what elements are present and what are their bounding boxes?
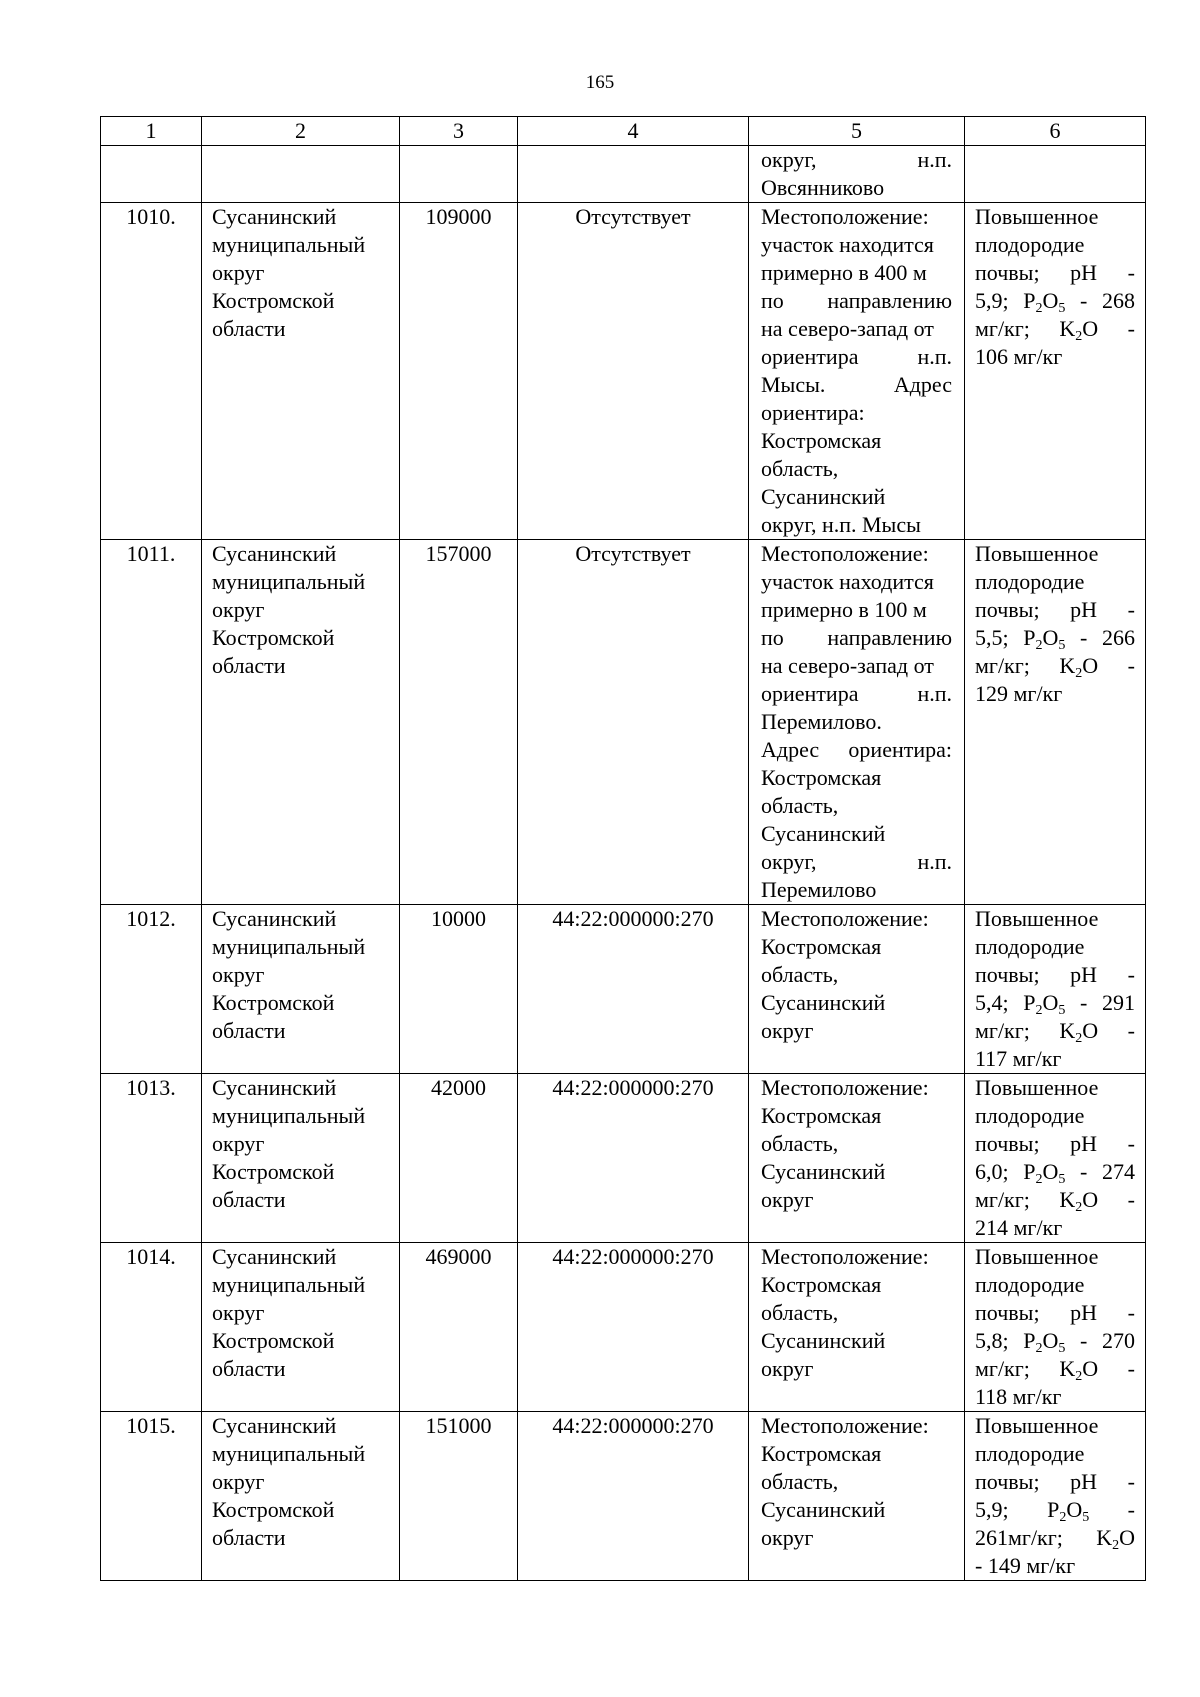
- text-line: Костромской: [212, 990, 335, 1015]
- empty-cell: [965, 146, 1146, 203]
- text-line: Костромской: [212, 1497, 335, 1522]
- text-line: Местоположение:: [761, 1244, 929, 1269]
- word: -: [1080, 625, 1088, 650]
- text-line: [975, 596, 1135, 624]
- text-line: области: [212, 1525, 286, 1550]
- text-line: [975, 624, 1135, 652]
- text-line: Костромская: [761, 428, 882, 453]
- text-line: Местоположение:: [761, 204, 929, 229]
- ph-value: 5,5;: [975, 625, 1009, 650]
- text-line: Костромской: [212, 625, 335, 650]
- text-line: область,: [761, 962, 839, 987]
- word: -: [1127, 653, 1135, 678]
- text-line: Сусанинский: [761, 1328, 886, 1353]
- header-cell: 4: [518, 117, 749, 146]
- text-line: Сусанинский: [761, 1159, 886, 1184]
- text-line: Сусанинский: [212, 906, 337, 931]
- word: почвы;: [975, 597, 1040, 622]
- word: -: [1127, 1131, 1135, 1156]
- word: pH: [1070, 1131, 1098, 1156]
- area-cell: 151000: [400, 1412, 518, 1581]
- word: -: [1127, 597, 1135, 622]
- text-line: Костромская: [761, 1272, 882, 1297]
- text-line: округ: [761, 1187, 814, 1212]
- text-line: [975, 1130, 1135, 1158]
- text-line: области: [212, 1018, 286, 1043]
- word: почвы;: [975, 962, 1040, 987]
- ph-value: 5,8;: [975, 1328, 1009, 1353]
- word: -: [1080, 990, 1088, 1015]
- word: -: [1127, 1187, 1135, 1212]
- p2o5-value: 274: [1101, 1159, 1135, 1184]
- empty-cell: [202, 146, 400, 203]
- municipality-cell: [202, 540, 400, 905]
- page-number: 165: [585, 72, 615, 93]
- text-line: Костромской: [212, 1328, 335, 1353]
- text-line: Повышенное: [975, 906, 1099, 931]
- text-line: Костромская: [761, 1441, 882, 1466]
- text-line: муниципальный: [212, 1441, 366, 1466]
- k2o-value: 118 мг/кг: [975, 1384, 1062, 1409]
- ph-value: 5,9;: [975, 288, 1009, 313]
- text-line: Костромская: [761, 1103, 882, 1128]
- word: мг/кг;: [975, 1187, 1030, 1212]
- text-line: области: [212, 316, 286, 341]
- p2o5-value: 268: [1101, 288, 1135, 313]
- text-line: области: [212, 1187, 286, 1212]
- text-line: Костромской: [212, 288, 335, 313]
- text-line: на северо-запад от: [761, 653, 934, 678]
- location-cell: [749, 203, 965, 540]
- area-cell: 109000: [400, 203, 518, 540]
- text-line: Сусанинский: [212, 1244, 337, 1269]
- word: pH: [1070, 597, 1098, 622]
- word: -: [1127, 962, 1135, 987]
- p2o5-value: 266: [1101, 625, 1135, 650]
- word: pH: [1070, 962, 1098, 987]
- row-number-cell: 1015.: [101, 1412, 202, 1581]
- p2o5-formula: $P_2O_5$: [1023, 990, 1066, 1018]
- word: н.п.: [917, 681, 952, 706]
- word: по: [761, 288, 784, 313]
- ph-value: 5,9;: [975, 1497, 1009, 1522]
- row-number-cell: 1012.: [101, 905, 202, 1074]
- word: почвы;: [975, 1469, 1040, 1494]
- area-cell: 157000: [400, 540, 518, 905]
- empty-cell: [101, 146, 202, 203]
- header-cell: 5: [749, 117, 965, 146]
- word: почвы;: [975, 1131, 1040, 1156]
- text-line: Сусанинский: [212, 1413, 337, 1438]
- text-line: [975, 1017, 1135, 1045]
- text-line: [975, 1524, 1135, 1552]
- text-line: Сусанинский: [212, 204, 337, 229]
- word: ориентира:: [848, 737, 952, 762]
- word: Адрес: [761, 737, 820, 762]
- text-line: плодородие: [975, 1441, 1085, 1466]
- location-cell: [749, 540, 965, 905]
- text-line: [975, 1186, 1135, 1214]
- text-line: Костромской: [212, 1159, 335, 1184]
- text-line: участок находится: [761, 569, 934, 594]
- text-line: округ: [212, 597, 265, 622]
- location-cell: [749, 146, 965, 203]
- p2o5-formula: $P_2O_5$: [1023, 1159, 1066, 1187]
- p2o5-formula: $P_2O_5$: [1047, 1497, 1090, 1525]
- text-line: муниципальный: [212, 569, 366, 594]
- municipality-cell: [202, 1074, 400, 1243]
- text-line: плодородие: [975, 569, 1085, 594]
- text-line: округ: [761, 1356, 814, 1381]
- text-line: плодородие: [975, 232, 1085, 257]
- location-cell: [749, 1243, 965, 1412]
- header-cell: 1: [101, 117, 202, 146]
- word: -: [1080, 1328, 1088, 1353]
- word: pH: [1070, 1469, 1098, 1494]
- text-line: область,: [761, 1131, 839, 1156]
- word: направлению: [827, 625, 952, 650]
- word: -: [1127, 1497, 1135, 1522]
- soil-quality-cell: [965, 1074, 1146, 1243]
- text-line: Сусанинский: [761, 484, 886, 509]
- text-line: Сусанинский: [212, 1075, 337, 1100]
- text-line: [975, 287, 1135, 315]
- k2o-value: 129 мг/кг: [975, 681, 1063, 706]
- cadastral-cell: 44:22:000000:270: [518, 1243, 749, 1412]
- text-line: округ: [761, 1018, 814, 1043]
- header-cell: 2: [202, 117, 400, 146]
- p2o5-value: 261мг/кг;: [975, 1525, 1063, 1550]
- text-line: муниципальный: [212, 1103, 366, 1128]
- text-line: [975, 1327, 1135, 1355]
- text-line: округ: [212, 1469, 265, 1494]
- word: -: [1080, 1159, 1088, 1184]
- header-cell: 6: [965, 117, 1146, 146]
- text-line: [975, 315, 1135, 343]
- text-line: [975, 652, 1135, 680]
- k2o-formula: $K_2O$: [1059, 653, 1099, 681]
- text-line: округ, н.п. Мысы: [761, 512, 921, 537]
- text-line: Местоположение:: [761, 1075, 929, 1100]
- word: мг/кг;: [975, 1356, 1030, 1381]
- text-line: плодородие: [975, 1272, 1085, 1297]
- text-line: [761, 287, 952, 315]
- text-line: Костромская: [761, 765, 882, 790]
- p2o5-formula: $P_2O_5$: [1023, 288, 1066, 316]
- text-line: округ: [212, 1131, 265, 1156]
- text-line: Овсянниково: [761, 175, 885, 200]
- text-line: плодородие: [975, 934, 1085, 959]
- word: pH: [1070, 1300, 1098, 1325]
- continuation-row: [101, 146, 1146, 203]
- text-line: [975, 961, 1135, 989]
- ph-value: 5,4;: [975, 990, 1009, 1015]
- soil-quality-cell: [965, 540, 1146, 905]
- p2o5-value: 291: [1101, 990, 1135, 1015]
- text-line: [761, 848, 952, 876]
- text-line: округ: [761, 1525, 814, 1550]
- text-line: Перемилово: [761, 877, 877, 902]
- text-line: Повышенное: [975, 1075, 1099, 1100]
- word: почвы;: [975, 260, 1040, 285]
- table-row: [101, 905, 1146, 1074]
- text-line: [975, 259, 1135, 287]
- word: направлению: [827, 288, 952, 313]
- word: -: [1127, 1356, 1135, 1381]
- table-row: [101, 540, 1146, 905]
- row-number-cell: 1011.: [101, 540, 202, 905]
- cadastral-cell: 44:22:000000:270: [518, 905, 749, 1074]
- word: н.п.: [917, 147, 952, 172]
- text-line: Местоположение:: [761, 906, 929, 931]
- text-line: округ: [212, 260, 265, 285]
- soil-quality-cell: [965, 203, 1146, 540]
- text-line: область,: [761, 793, 839, 818]
- word: мг/кг;: [975, 316, 1030, 341]
- text-line: [975, 1158, 1135, 1186]
- word: -: [1080, 288, 1088, 313]
- area-cell: 10000: [400, 905, 518, 1074]
- text-line: области: [212, 1356, 286, 1381]
- text-line: Сусанинский: [761, 1497, 886, 1522]
- text-line: [975, 1355, 1135, 1383]
- word: мг/кг;: [975, 1018, 1030, 1043]
- soil-quality-cell: [965, 1412, 1146, 1581]
- table-header-row: [101, 117, 1146, 146]
- word: Мысы.: [761, 372, 826, 397]
- text-line: на северо-запад от: [761, 316, 934, 341]
- k2o-formula: $K_2O$: [1059, 316, 1099, 344]
- text-line: области: [212, 653, 286, 678]
- text-line: [761, 736, 952, 764]
- row-number-cell: 1013.: [101, 1074, 202, 1243]
- text-line: [975, 1496, 1135, 1524]
- text-line: [761, 371, 952, 399]
- text-line: [761, 343, 952, 371]
- text-line: Повышенное: [975, 1244, 1099, 1269]
- municipality-cell: [202, 203, 400, 540]
- k2o-formula: $K_2O$: [1096, 1525, 1135, 1553]
- table-row: [101, 1412, 1146, 1581]
- text-line: [761, 146, 952, 174]
- text-line: Перемилово.: [761, 709, 882, 734]
- text-line: Сусанинский: [761, 821, 886, 846]
- k2o-value: 117 мг/кг: [975, 1046, 1062, 1071]
- k2o-formula: $K_2O$: [1059, 1018, 1099, 1046]
- empty-cell: [518, 146, 749, 203]
- table-row: [101, 203, 1146, 540]
- text-line: округ: [212, 962, 265, 987]
- p2o5-formula: $P_2O_5$: [1023, 625, 1066, 653]
- header-cell: 3: [400, 117, 518, 146]
- text-line: [975, 989, 1135, 1017]
- word: округ,: [761, 849, 817, 874]
- row-number-cell: 1014.: [101, 1243, 202, 1412]
- word: округ,: [761, 147, 817, 172]
- text-line: область,: [761, 1469, 839, 1494]
- text-line: Повышенное: [975, 1413, 1099, 1438]
- word: почвы;: [975, 1300, 1040, 1325]
- cadastral-cell: 44:22:000000:270: [518, 1074, 749, 1243]
- p2o5-value: 270: [1101, 1328, 1135, 1353]
- text-line: Повышенное: [975, 204, 1099, 229]
- text-line: примерно в 400 м: [761, 260, 927, 285]
- word: н.п.: [917, 849, 952, 874]
- soil-quality-cell: [965, 905, 1146, 1074]
- empty-cell: [400, 146, 518, 203]
- location-cell: [749, 905, 965, 1074]
- location-cell: [749, 1074, 965, 1243]
- text-line: муниципальный: [212, 232, 366, 257]
- land-plot-table: [100, 116, 1146, 1581]
- text-line: Костромская: [761, 934, 882, 959]
- municipality-cell: [202, 905, 400, 1074]
- soil-quality-cell: [965, 1243, 1146, 1412]
- row-number-cell: 1010.: [101, 203, 202, 540]
- text-line: муниципальный: [212, 1272, 366, 1297]
- word: н.п.: [917, 344, 952, 369]
- table-row: [101, 1243, 1146, 1412]
- ph-value: 6,0;: [975, 1159, 1009, 1184]
- text-line: [975, 1299, 1135, 1327]
- word: ориентира: [761, 344, 859, 369]
- municipality-cell: [202, 1243, 400, 1412]
- k2o-formula: $K_2O$: [1059, 1356, 1099, 1384]
- word: по: [761, 625, 784, 650]
- text-line: Сусанинский: [761, 990, 886, 1015]
- text-line: Повышенное: [975, 541, 1099, 566]
- text-line: [975, 1468, 1135, 1496]
- k2o-formula: $K_2O$: [1059, 1187, 1099, 1215]
- text-line: участок находится: [761, 232, 934, 257]
- cadastral-cell: 44:22:000000:270: [518, 1412, 749, 1581]
- k2o-value: - 149 мг/кг: [975, 1553, 1076, 1578]
- text-line: муниципальный: [212, 934, 366, 959]
- cadastral-cell: Отсутствует: [518, 540, 749, 905]
- text-line: примерно в 100 м: [761, 597, 927, 622]
- word: -: [1127, 316, 1135, 341]
- table-row: [101, 1074, 1146, 1243]
- text-line: плодородие: [975, 1103, 1085, 1128]
- word: pH: [1070, 260, 1098, 285]
- text-line: ориентира:: [761, 400, 865, 425]
- text-line: [761, 680, 952, 708]
- word: Адрес: [893, 372, 952, 397]
- municipality-cell: [202, 1412, 400, 1581]
- word: мг/кг;: [975, 653, 1030, 678]
- word: -: [1127, 260, 1135, 285]
- text-line: Местоположение:: [761, 1413, 929, 1438]
- word: -: [1127, 1469, 1135, 1494]
- location-cell: [749, 1412, 965, 1581]
- text-line: область,: [761, 456, 839, 481]
- text-line: Сусанинский: [212, 541, 337, 566]
- word: ориентира: [761, 681, 859, 706]
- text-line: область,: [761, 1300, 839, 1325]
- text-line: округ: [212, 1300, 265, 1325]
- word: -: [1127, 1300, 1135, 1325]
- cadastral-cell: Отсутствует: [518, 203, 749, 540]
- word: -: [1127, 1018, 1135, 1043]
- k2o-value: 106 мг/кг: [975, 344, 1063, 369]
- text-line: Местоположение:: [761, 541, 929, 566]
- area-cell: 469000: [400, 1243, 518, 1412]
- p2o5-formula: $P_2O_5$: [1023, 1328, 1066, 1356]
- text-line: [761, 624, 952, 652]
- area-cell: 42000: [400, 1074, 518, 1243]
- k2o-value: 214 мг/кг: [975, 1215, 1063, 1240]
